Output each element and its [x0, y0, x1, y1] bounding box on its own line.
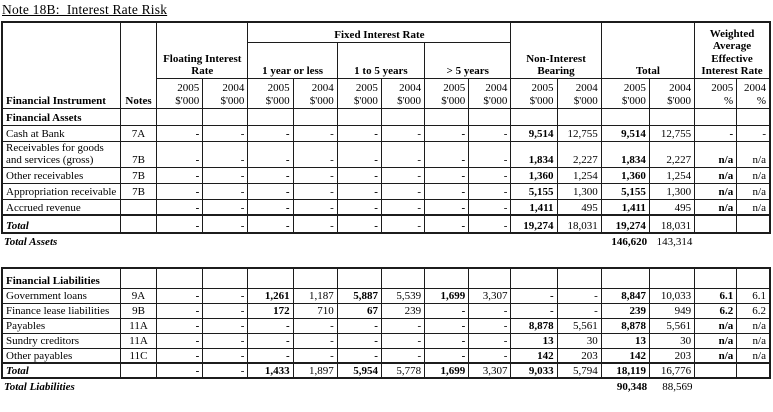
- value-cell: [649, 268, 694, 288]
- value-cell: -: [381, 199, 424, 215]
- value-cell: [337, 108, 381, 125]
- value-cell: [381, 108, 424, 125]
- value-cell: [157, 268, 203, 288]
- value-cell: -: [293, 141, 337, 167]
- value-cell: [248, 268, 293, 288]
- value-cell: 8,878: [601, 318, 649, 333]
- value-cell: -: [157, 199, 203, 215]
- value-cell: [695, 268, 737, 288]
- note-reference: 11A: [120, 333, 156, 348]
- value-cell: [601, 108, 649, 125]
- note-reference: [120, 199, 156, 215]
- value-cell: 19,274: [601, 215, 649, 233]
- value-cell: [469, 108, 511, 125]
- value-cell: 16,776: [649, 363, 694, 378]
- column-year-unit-header: 2004 $'000: [469, 78, 511, 108]
- value-cell: -: [157, 288, 203, 303]
- assets-table: [1, 21, 771, 234]
- value-cell: [737, 108, 770, 125]
- value-cell: n/a: [737, 183, 770, 199]
- value-cell: -: [381, 348, 424, 363]
- total-assets-row: [1, 234, 771, 251]
- value-cell: [695, 108, 737, 125]
- value-cell: 239: [381, 303, 424, 318]
- value-cell: n/a: [695, 318, 737, 333]
- value-cell: [157, 108, 203, 125]
- value-cell: -: [293, 215, 337, 233]
- table-row: [2, 318, 770, 333]
- value-cell: 142: [601, 348, 649, 363]
- value-cell: -: [469, 318, 511, 333]
- value-cell: -: [469, 183, 511, 199]
- value-cell: -: [203, 363, 248, 378]
- row-label: Cash at Bank: [2, 125, 120, 141]
- column-year-unit-header: 2005 $'000: [157, 78, 203, 108]
- column-year-unit-header: 2004 $'000: [293, 78, 337, 108]
- note-reference: 9B: [120, 303, 156, 318]
- value-cell: -: [381, 318, 424, 333]
- value-cell: -: [248, 215, 293, 233]
- value-cell: 6.2: [695, 303, 737, 318]
- value-cell: [737, 215, 770, 233]
- value-cell: -: [337, 333, 381, 348]
- value-cell: 5,887: [337, 288, 381, 303]
- value-cell: -: [293, 199, 337, 215]
- value-cell: -: [203, 288, 248, 303]
- col-header-notes: Notes: [120, 22, 156, 108]
- total-liabilities-row: [1, 379, 771, 396]
- table-row: [2, 303, 770, 318]
- value-cell: 6.1: [695, 288, 737, 303]
- value-cell: -: [248, 333, 293, 348]
- value-cell: -: [381, 141, 424, 167]
- value-cell: 3,307: [469, 288, 511, 303]
- value-cell: [425, 268, 469, 288]
- spacer-cell: [695, 234, 771, 251]
- value-cell: -: [157, 363, 203, 378]
- value-cell: 18,031: [649, 215, 694, 233]
- value-cell: 9,514: [511, 125, 557, 141]
- value-cell: -: [381, 125, 424, 141]
- value-cell: 1,254: [557, 167, 601, 183]
- value-cell: -: [203, 125, 248, 141]
- liabilities-body: [2, 268, 770, 378]
- col-header-1-to-5-years: 1 to 5 years: [337, 42, 424, 78]
- table-row: [2, 288, 770, 303]
- table-row: [1, 234, 771, 251]
- table-row: [2, 215, 770, 233]
- row-label: Appropriation receivable: [2, 183, 120, 199]
- row-label: Financial Liabilities: [2, 268, 120, 288]
- value-cell: n/a: [737, 199, 770, 215]
- value-cell: n/a: [695, 333, 737, 348]
- column-year-unit-header: 2005 $'000: [601, 78, 649, 108]
- value-cell: -: [203, 183, 248, 199]
- value-cell: 1,411: [511, 199, 557, 215]
- value-cell: -: [248, 199, 293, 215]
- table-row: [2, 363, 770, 378]
- note-reference: 7A: [120, 125, 156, 141]
- value-cell: -: [469, 215, 511, 233]
- value-cell: n/a: [695, 199, 737, 215]
- value-cell: -: [248, 167, 293, 183]
- col-header-non-interest-bearing: Non-Interest Bearing: [511, 22, 601, 78]
- column-year-unit-header: 2004 $'000: [557, 78, 601, 108]
- value-cell: -: [381, 183, 424, 199]
- value-cell: -: [425, 183, 469, 199]
- value-cell: n/a: [737, 348, 770, 363]
- value-cell: -: [425, 303, 469, 318]
- value-cell: 1,300: [557, 183, 601, 199]
- value-cell: -: [425, 333, 469, 348]
- value-cell: 10,033: [649, 288, 694, 303]
- value-cell: -: [337, 141, 381, 167]
- value-cell: -: [157, 183, 203, 199]
- column-year-unit-header: 2004 $'000: [203, 78, 248, 108]
- table-row: [2, 333, 770, 348]
- row-label: Financial Assets: [2, 108, 120, 125]
- value-cell: 1,411: [601, 199, 649, 215]
- value-cell: [203, 268, 248, 288]
- value-cell: -: [203, 215, 248, 233]
- value-cell: -: [293, 183, 337, 199]
- value-cell: 8,847: [601, 288, 649, 303]
- value-cell: 1,699: [425, 363, 469, 378]
- total-liabilities-2005-value: 90,348: [616, 381, 648, 394]
- value-cell: -: [425, 215, 469, 233]
- value-cell: n/a: [695, 183, 737, 199]
- table-row: [2, 268, 770, 288]
- table-row: [2, 108, 770, 125]
- value-cell: 19,274: [511, 215, 557, 233]
- note-reference: 9A: [120, 288, 156, 303]
- value-cell: -: [157, 348, 203, 363]
- value-cell: -: [425, 318, 469, 333]
- value-cell: n/a: [737, 318, 770, 333]
- value-cell: -: [469, 199, 511, 215]
- table-row: [2, 199, 770, 215]
- value-cell: 9,514: [601, 125, 649, 141]
- value-cell: -: [469, 303, 511, 318]
- column-year-unit-header: 2005 %: [695, 78, 737, 108]
- liabilities-table: [1, 267, 771, 379]
- value-cell: -: [157, 141, 203, 167]
- value-cell: 239: [601, 303, 649, 318]
- value-cell: 8,878: [511, 318, 557, 333]
- value-cell: 1,834: [601, 141, 649, 167]
- table-row: [2, 167, 770, 183]
- value-cell: -: [293, 318, 337, 333]
- row-label: Finance lease liabilities: [2, 303, 120, 318]
- value-cell: [337, 268, 381, 288]
- total-assets-2005-value: 146,620: [611, 236, 648, 249]
- column-year-unit-header: 2004 %: [737, 78, 770, 108]
- value-cell: 9,033: [511, 363, 557, 378]
- value-cell: [601, 268, 649, 288]
- value-cell: -: [203, 303, 248, 318]
- value-cell: -: [337, 167, 381, 183]
- value-cell: -: [557, 303, 601, 318]
- value-cell: [695, 363, 737, 378]
- total-assets-2004-value: 143,314: [656, 236, 693, 249]
- value-cell: -: [337, 348, 381, 363]
- col-header-over-5-years: > 5 years: [425, 42, 511, 78]
- value-cell: n/a: [695, 141, 737, 167]
- value-cell: [557, 268, 601, 288]
- value-cell: -: [157, 318, 203, 333]
- value-cell: -: [203, 318, 248, 333]
- col-header-financial-instrument: Financial Instrument: [2, 22, 120, 108]
- value-cell: 1,187: [293, 288, 337, 303]
- value-cell: [203, 108, 248, 125]
- col-header-weighted-rate: Weighted Average Effective Interest Rate: [695, 22, 770, 78]
- value-cell: n/a: [737, 167, 770, 183]
- value-cell: n/a: [695, 167, 737, 183]
- value-cell: -: [337, 183, 381, 199]
- value-cell: -: [203, 333, 248, 348]
- value-cell: [248, 108, 293, 125]
- value-cell: -: [157, 333, 203, 348]
- value-cell: [649, 108, 694, 125]
- col-header-floating-rate: Floating Interest Rate: [157, 22, 248, 78]
- value-cell: -: [381, 333, 424, 348]
- row-label: Sundry creditors: [2, 333, 120, 348]
- value-cell: 30: [649, 333, 694, 348]
- value-cell: -: [381, 167, 424, 183]
- column-year-unit-header: 2005 $'000: [337, 78, 381, 108]
- value-cell: -: [425, 348, 469, 363]
- value-cell: n/a: [695, 348, 737, 363]
- header-row-groups: [2, 22, 770, 42]
- value-cell: 172: [248, 303, 293, 318]
- value-cell: 1,360: [601, 167, 649, 183]
- value-cell: -: [293, 333, 337, 348]
- value-cell: -: [425, 141, 469, 167]
- value-cell: -: [425, 125, 469, 141]
- table-row: [2, 125, 770, 141]
- value-cell: 203: [557, 348, 601, 363]
- value-cell: [557, 108, 601, 125]
- value-cell: -: [248, 183, 293, 199]
- value-cell: -: [337, 125, 381, 141]
- value-cell: -: [469, 141, 511, 167]
- table-row: [2, 348, 770, 363]
- value-cell: 12,755: [557, 125, 601, 141]
- value-cell: 1,360: [511, 167, 557, 183]
- value-cell: 1,699: [425, 288, 469, 303]
- value-cell: -: [337, 199, 381, 215]
- value-cell: -: [337, 215, 381, 233]
- column-year-unit-header: 2004 $'000: [381, 78, 424, 108]
- note-reference: 7B: [120, 141, 156, 167]
- value-cell: -: [157, 215, 203, 233]
- value-cell: -: [203, 141, 248, 167]
- value-cell: 5,794: [557, 363, 601, 378]
- value-cell: n/a: [737, 141, 770, 167]
- value-cell: 1,261: [248, 288, 293, 303]
- value-cell: [293, 268, 337, 288]
- note-reference: [120, 108, 156, 125]
- value-cell: 67: [337, 303, 381, 318]
- value-cell: -: [425, 199, 469, 215]
- value-cell: 12,755: [649, 125, 694, 141]
- row-label: Government loans: [2, 288, 120, 303]
- col-header-fixed-rate: Fixed Interest Rate: [248, 22, 511, 42]
- value-cell: 1,834: [511, 141, 557, 167]
- value-cell: [695, 215, 737, 233]
- value-cell: [381, 268, 424, 288]
- value-cell: 5,155: [601, 183, 649, 199]
- value-cell: -: [203, 199, 248, 215]
- value-cell: 1,254: [649, 167, 694, 183]
- value-cell: 1,433: [248, 363, 293, 378]
- value-cell: -: [337, 318, 381, 333]
- value-cell: -: [248, 141, 293, 167]
- value-cell: 5,954: [337, 363, 381, 378]
- row-label: Accrued revenue: [2, 199, 120, 215]
- assets-body: [2, 108, 770, 233]
- value-cell: [293, 108, 337, 125]
- note-reference: [120, 363, 156, 378]
- value-cell: 18,119: [601, 363, 649, 378]
- value-cell: 18,031: [557, 215, 601, 233]
- value-cell: -: [381, 215, 424, 233]
- value-cell: -: [511, 303, 557, 318]
- note-title: Note 18B: Interest Rate Risk: [2, 2, 168, 17]
- value-cell: -: [248, 318, 293, 333]
- value-cell: [737, 363, 770, 378]
- col-header-1-year-or-less: 1 year or less: [248, 42, 337, 78]
- value-cell: 5,561: [557, 318, 601, 333]
- value-cell: [511, 268, 557, 288]
- row-label: Total: [2, 363, 120, 378]
- value-cell: -: [469, 125, 511, 141]
- value-cell: -: [293, 167, 337, 183]
- row-label: Other payables: [2, 348, 120, 363]
- column-year-unit-header: 2005 $'000: [425, 78, 469, 108]
- value-cell: -: [737, 125, 770, 141]
- column-year-unit-header: 2004 $'000: [649, 78, 694, 108]
- value-cell: 13: [601, 333, 649, 348]
- value-cell: n/a: [737, 333, 770, 348]
- value-cell: 5,155: [511, 183, 557, 199]
- column-year-unit-header: 2005 $'000: [248, 78, 293, 108]
- value-cell: 5,561: [649, 318, 694, 333]
- note-reference: 7B: [120, 167, 156, 183]
- note-reference: [120, 215, 156, 233]
- value-cell: -: [203, 348, 248, 363]
- note-reference: 11C: [120, 348, 156, 363]
- note-reference: 11A: [120, 318, 156, 333]
- value-cell: 1,897: [293, 363, 337, 378]
- value-cell: 142: [511, 348, 557, 363]
- row-label: Receivables for goods and services (gross): [2, 141, 120, 167]
- value-cell: 6.1: [737, 288, 770, 303]
- value-cell: -: [293, 125, 337, 141]
- table-header: [2, 22, 770, 108]
- value-cell: -: [425, 167, 469, 183]
- value-cell: 1,300: [649, 183, 694, 199]
- value-cell: 3,307: [469, 363, 511, 378]
- value-cell: -: [557, 288, 601, 303]
- grand-total-liabilities-label: Total Liabilities: [4, 381, 75, 394]
- value-cell: [469, 268, 511, 288]
- value-cell: 5,778: [381, 363, 424, 378]
- value-cell: 949: [649, 303, 694, 318]
- value-cell: -: [157, 167, 203, 183]
- value-cell: [425, 108, 469, 125]
- table-row: [2, 183, 770, 199]
- value-cell: -: [248, 125, 293, 141]
- row-label: Payables: [2, 318, 120, 333]
- value-cell: [511, 108, 557, 125]
- table-row: [2, 141, 770, 167]
- value-cell: 13: [511, 333, 557, 348]
- value-cell: 203: [649, 348, 694, 363]
- table-row: [1, 379, 771, 396]
- value-cell: -: [293, 348, 337, 363]
- value-cell: -: [469, 333, 511, 348]
- value-cell: -: [157, 125, 203, 141]
- note-reference: [120, 268, 156, 288]
- value-cell: [737, 268, 770, 288]
- note-reference: 7B: [120, 183, 156, 199]
- value-cell: -: [469, 348, 511, 363]
- value-cell: -: [157, 303, 203, 318]
- row-label: Other receivables: [2, 167, 120, 183]
- value-cell: -: [203, 167, 248, 183]
- value-cell: 710: [293, 303, 337, 318]
- value-cell: -: [511, 288, 557, 303]
- grand-total-assets-label: Total Assets: [4, 236, 58, 249]
- value-cell: 2,227: [649, 141, 694, 167]
- col-header-total: Total: [601, 22, 694, 78]
- value-cell: 30: [557, 333, 601, 348]
- value-cell: 5,539: [381, 288, 424, 303]
- spacer-cell: [695, 379, 771, 396]
- total-liabilities-2004-value: 88,569: [662, 381, 693, 394]
- value-cell: -: [469, 167, 511, 183]
- value-cell: 495: [557, 199, 601, 215]
- row-label: Total: [2, 215, 120, 233]
- column-year-unit-header: 2005 $'000: [511, 78, 557, 108]
- value-cell: 2,227: [557, 141, 601, 167]
- value-cell: -: [248, 348, 293, 363]
- value-cell: 495: [649, 199, 694, 215]
- value-cell: 6.2: [737, 303, 770, 318]
- value-cell: -: [695, 125, 737, 141]
